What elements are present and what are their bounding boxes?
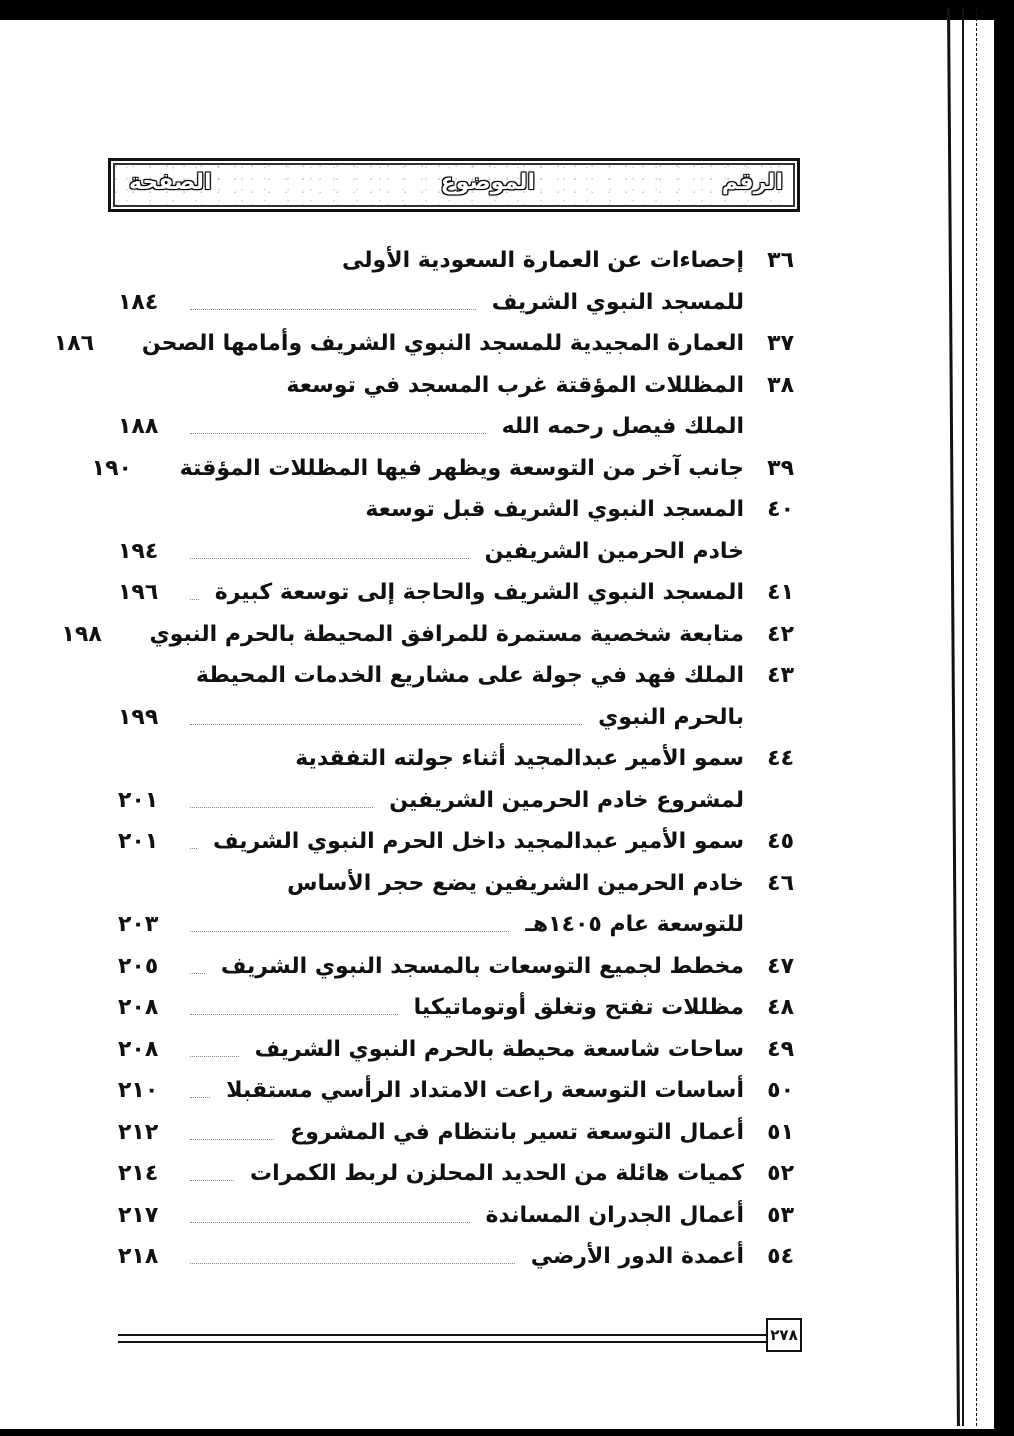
dot-leader: [190, 433, 486, 434]
entry-number: ٤٣: [767, 663, 794, 689]
entry-page: ٢٠١: [118, 829, 159, 855]
header-number-label: الرقم: [721, 170, 783, 195]
entry-page: ٢٠٨: [118, 995, 159, 1021]
toc-entry: [118, 1070, 794, 1112]
entry-title: الملك فهد في جولة على مشاريع الخدمات المحيطة: [195, 663, 744, 689]
entry-title: متابعة شخصية مستمرة للمرافق المحيطة بالحرم النبوي: [149, 621, 744, 647]
entry-number: ٤٩: [767, 1036, 794, 1062]
header-page-label: الصفحة: [129, 170, 212, 195]
dot-leader: [190, 848, 197, 849]
entry-title: خادم الحرمين الشريفين يضع حجر الأساس: [287, 870, 744, 896]
entry-number: ٤١: [767, 580, 794, 606]
entry-page: ٢٠٥: [118, 953, 159, 979]
entry-title: الملك فيصل رحمه الله: [501, 414, 744, 440]
entry-page: ٢٠٣: [118, 912, 159, 938]
entry-title: إحصاءات عن العمارة السعودية الأولى: [342, 248, 744, 274]
book-binding-edge: [962, 8, 964, 1426]
entry-title: العمارة المجيدية للمسجد النبوي الشريف وأمامها الصحن: [141, 331, 744, 357]
entry-number: ٤٧: [767, 953, 794, 979]
entry-title: سمو الأمير عبدالمجيد داخل الحرم النبوي الشريف: [213, 829, 744, 855]
dot-leader: [190, 1263, 515, 1264]
entry-title: المظللات المؤقتة غرب المسجد في توسعة: [286, 372, 744, 398]
entry-number: ٥٢: [767, 1161, 794, 1187]
toc-entry: [118, 821, 794, 863]
entry-page: ١٨٤: [118, 289, 159, 315]
dot-leader: [190, 724, 582, 725]
dot-leader: [190, 1180, 234, 1181]
entry-page: ٢١٢: [118, 1119, 159, 1145]
scan-top-border: [0, 0, 1014, 20]
toc-entry: [118, 780, 794, 822]
book-binding-edge: [976, 8, 977, 1426]
toc-entry: [118, 240, 794, 282]
dot-leader: [190, 1056, 239, 1057]
toc-entry: [118, 1236, 794, 1278]
entry-number: ٣٦: [767, 248, 794, 274]
entry-title: ساحات شاسعة محيطة بالحرم النبوي الشريف: [254, 1036, 744, 1062]
toc-entry: [118, 365, 794, 407]
scan-right-border: [994, 0, 1014, 1436]
header-topic-label: الموضوع: [440, 170, 535, 195]
dot-leader: [190, 931, 509, 932]
entry-number: ٤٦: [767, 870, 794, 896]
entry-page: ١٩٩: [118, 704, 159, 730]
entry-page: ٢٠١: [118, 787, 159, 813]
entry-page: ٢١٧: [118, 1202, 159, 1228]
entry-title: لمشروع خادم الحرمين الشريفين: [389, 787, 744, 813]
toc-entry: [53, 323, 794, 365]
dot-leader: [190, 1222, 470, 1223]
dot-leader: [190, 1014, 398, 1015]
entry-number: ٥٠: [767, 1078, 794, 1104]
toc-entry: [118, 1195, 794, 1237]
dot-leader: [190, 558, 469, 559]
entry-number: ٤٤: [767, 746, 794, 772]
entry-page: ١٩٦: [118, 580, 159, 606]
entry-number: ٣٧: [767, 331, 794, 357]
entry-title: المسجد النبوي الشريف قبل توسعة: [365, 497, 744, 523]
dot-leader: [190, 599, 199, 600]
entry-title: كميات هائلة من الحديد المحلزن لربط الكمرات: [250, 1161, 744, 1187]
toc-entry: [118, 1029, 794, 1071]
toc-entry: [118, 863, 794, 905]
toc-entry: [118, 406, 794, 448]
entry-title: أعمدة الدور الأرضي: [530, 1244, 744, 1270]
entry-page: ٢١٤: [118, 1161, 159, 1187]
dot-leader: [190, 1097, 210, 1098]
entry-number: ٤٠: [767, 497, 794, 523]
entry-title: أعمال التوسعة تسير بانتظام في المشروع: [290, 1119, 744, 1145]
toc-entry: [118, 655, 794, 697]
book-binding-edge: [947, 8, 960, 1426]
entry-title: للمسجد النبوي الشريف: [491, 289, 744, 315]
entry-page: ١٩٠: [91, 455, 132, 481]
dot-leader: [190, 973, 205, 974]
toc-entry: [118, 572, 794, 614]
toc-entry: [118, 987, 794, 1029]
entry-title: خادم الحرمين الشريفين: [484, 538, 744, 564]
entry-title: المسجد النبوي الشريف والحاجة إلى توسعة كبيرة: [214, 580, 744, 606]
entry-title: أعمال الجدران المساندة: [485, 1202, 744, 1228]
dot-leader: [190, 309, 476, 310]
toc-entry: [118, 904, 794, 946]
entry-number: ٣٨: [767, 372, 794, 398]
toc-header: [108, 158, 800, 212]
entry-title: جانب آخر من التوسعة ويظهر فيها المظللات المؤقتة: [179, 455, 744, 481]
entry-number: ٣٩: [767, 455, 794, 481]
toc-entry: [118, 738, 794, 780]
entry-page: ٢١٨: [118, 1244, 159, 1270]
entry-title: بالحرم النبوي: [598, 704, 744, 730]
toc-entry: [118, 697, 794, 739]
entry-page: ١٩٨: [61, 621, 102, 647]
toc-entry: [118, 1112, 794, 1154]
scan-bottom-border: [0, 1429, 1014, 1436]
entry-page: ٢١٠: [118, 1078, 159, 1104]
toc-entry: [118, 946, 794, 988]
table-of-contents: [53, 240, 794, 1278]
entry-number: ٤٨: [767, 995, 794, 1021]
entry-title: سمو الأمير عبدالمجيد أثناء جولته التفقدية: [295, 746, 744, 772]
entry-title: مظللات تفتح وتغلق أوتوماتيكيا: [413, 995, 744, 1021]
toc-entry: [118, 1153, 794, 1195]
toc-entry: [118, 531, 794, 573]
entry-title: أساسات التوسعة راعت الامتداد الرأسي مستقبلا: [226, 1078, 744, 1104]
toc-entry: [91, 448, 794, 490]
entry-title: للتوسعة عام ١٤٠٥هـ: [525, 912, 744, 938]
page-number: ٢٧٨: [766, 1318, 802, 1352]
dot-leader: [190, 807, 373, 808]
entry-page: ٢٠٨: [118, 1036, 159, 1062]
entry-number: ٥٤: [767, 1244, 794, 1270]
toc-entry: [61, 614, 794, 656]
entry-number: ٥٣: [767, 1202, 794, 1228]
entry-title: مخطط لجميع التوسعات بالمسجد النبوي الشريف: [220, 953, 744, 979]
entry-number: ٤٢: [767, 621, 794, 647]
entry-page: ١٨٦: [53, 331, 95, 357]
dot-leader: [190, 1139, 274, 1140]
toc-entry: [118, 282, 794, 324]
entry-page: ١٩٤: [118, 538, 159, 564]
entry-page: ١٨٨: [118, 414, 159, 440]
entry-number: ٥١: [767, 1119, 794, 1145]
toc-entry: [118, 489, 794, 531]
entry-number: ٤٥: [767, 829, 794, 855]
footer-rule: [118, 1334, 766, 1343]
